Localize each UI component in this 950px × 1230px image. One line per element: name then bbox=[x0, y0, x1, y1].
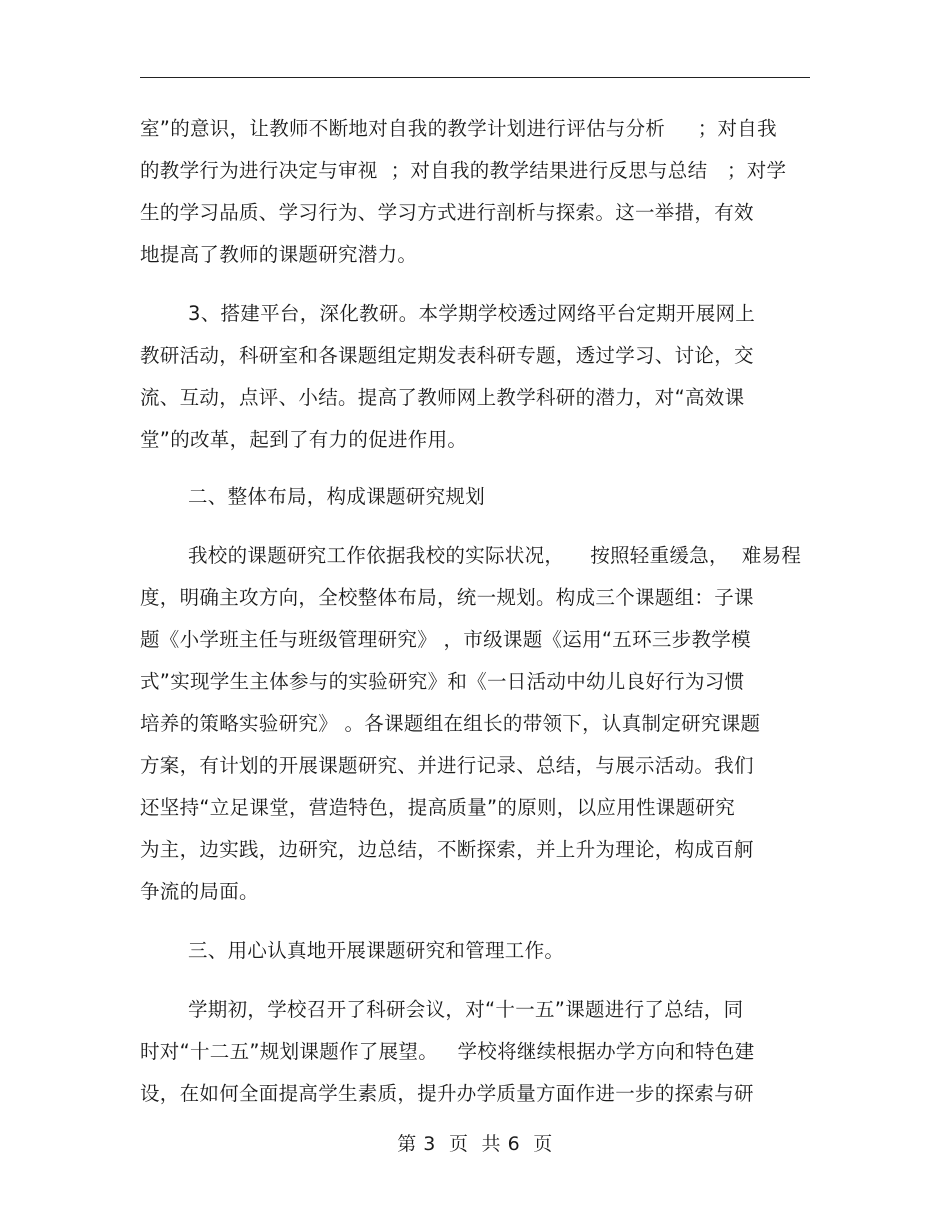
text-line: 教研活动，科研室和各课题组定期发表科研专题，透过学习、讨论，交 bbox=[140, 344, 754, 367]
text-line: 我校的课题研究工作依据我校的实际状况， 按照轻重缓急， 难易程 bbox=[188, 544, 802, 567]
section-heading: 三、用心认真地开展课题研究和管理工作。 bbox=[188, 939, 565, 962]
text-line: 设，在如何全面提高学生素质，提升办学质量方面作进一步的探索与研 bbox=[140, 1082, 754, 1105]
text-line: 为主，边实践，边研究，边总结，不断探索，并上升为理论，构成百舸 bbox=[140, 838, 754, 861]
text-line: 生的学习品质、学习行为、学习方式进行剖析与探索。这一举措，有效 bbox=[140, 201, 754, 224]
text-line: 培养的策略实验研究》 。各课题组在组长的带领下，认真制定研究课题 bbox=[140, 712, 761, 735]
text-line: 3、搭建平台，深化教研。本学期学校透过网络平台定期开展网上 bbox=[188, 302, 756, 325]
text-line: 式”实现学生主体参与的实验研究》和《一日活动中幼儿良好行为习惯 bbox=[140, 670, 745, 693]
section-heading: 二、整体布局，构成课题研究规划 bbox=[188, 485, 486, 508]
text-line: 度，明确主攻方向，全校整体布局，统一规划。构成三个课题组：子课 bbox=[140, 586, 754, 609]
text-line: 地提高了教师的课题研究潜力。 bbox=[140, 243, 418, 266]
text-line: 方案，有计划的开展课题研究、并进行记录、总结，与展示活动。我们 bbox=[140, 754, 754, 777]
text-line: 题《小学班主任与班级管理研究》 ，市级课题《运用“五环三步教学模 bbox=[140, 628, 751, 651]
header-divider bbox=[140, 77, 810, 78]
text-line: 流、互动，点评、小结。提高了教师网上教学科研的潜力，对“高效课 bbox=[140, 386, 745, 409]
text-line: 堂”的改革，起到了有力的促进作用。 bbox=[140, 428, 468, 451]
text-line: 还坚持“立足课堂，营造特色，提高质量”的原则，以应用性课题研究 bbox=[140, 796, 736, 819]
text-line: 学期初，学校召开了科研会议，对“十一五”课题进行了总结，同 bbox=[188, 998, 744, 1021]
text-line: 时对“十二五”规划课题作了展望。 学校将继续根据办学方向和特色建 bbox=[140, 1040, 755, 1063]
text-line: 的教学行为进行决定与审视 ；对自我的教学结果进行反思与总结 ；对学 bbox=[140, 159, 787, 182]
text-line: 争流的局面。 bbox=[140, 880, 259, 903]
page-number-footer: 第 3 页 共 6 页 bbox=[397, 1133, 553, 1155]
text-line: 室”的意识，让教师不断地对自我的教学计划进行评估与分析 ；对自我 bbox=[140, 117, 777, 140]
